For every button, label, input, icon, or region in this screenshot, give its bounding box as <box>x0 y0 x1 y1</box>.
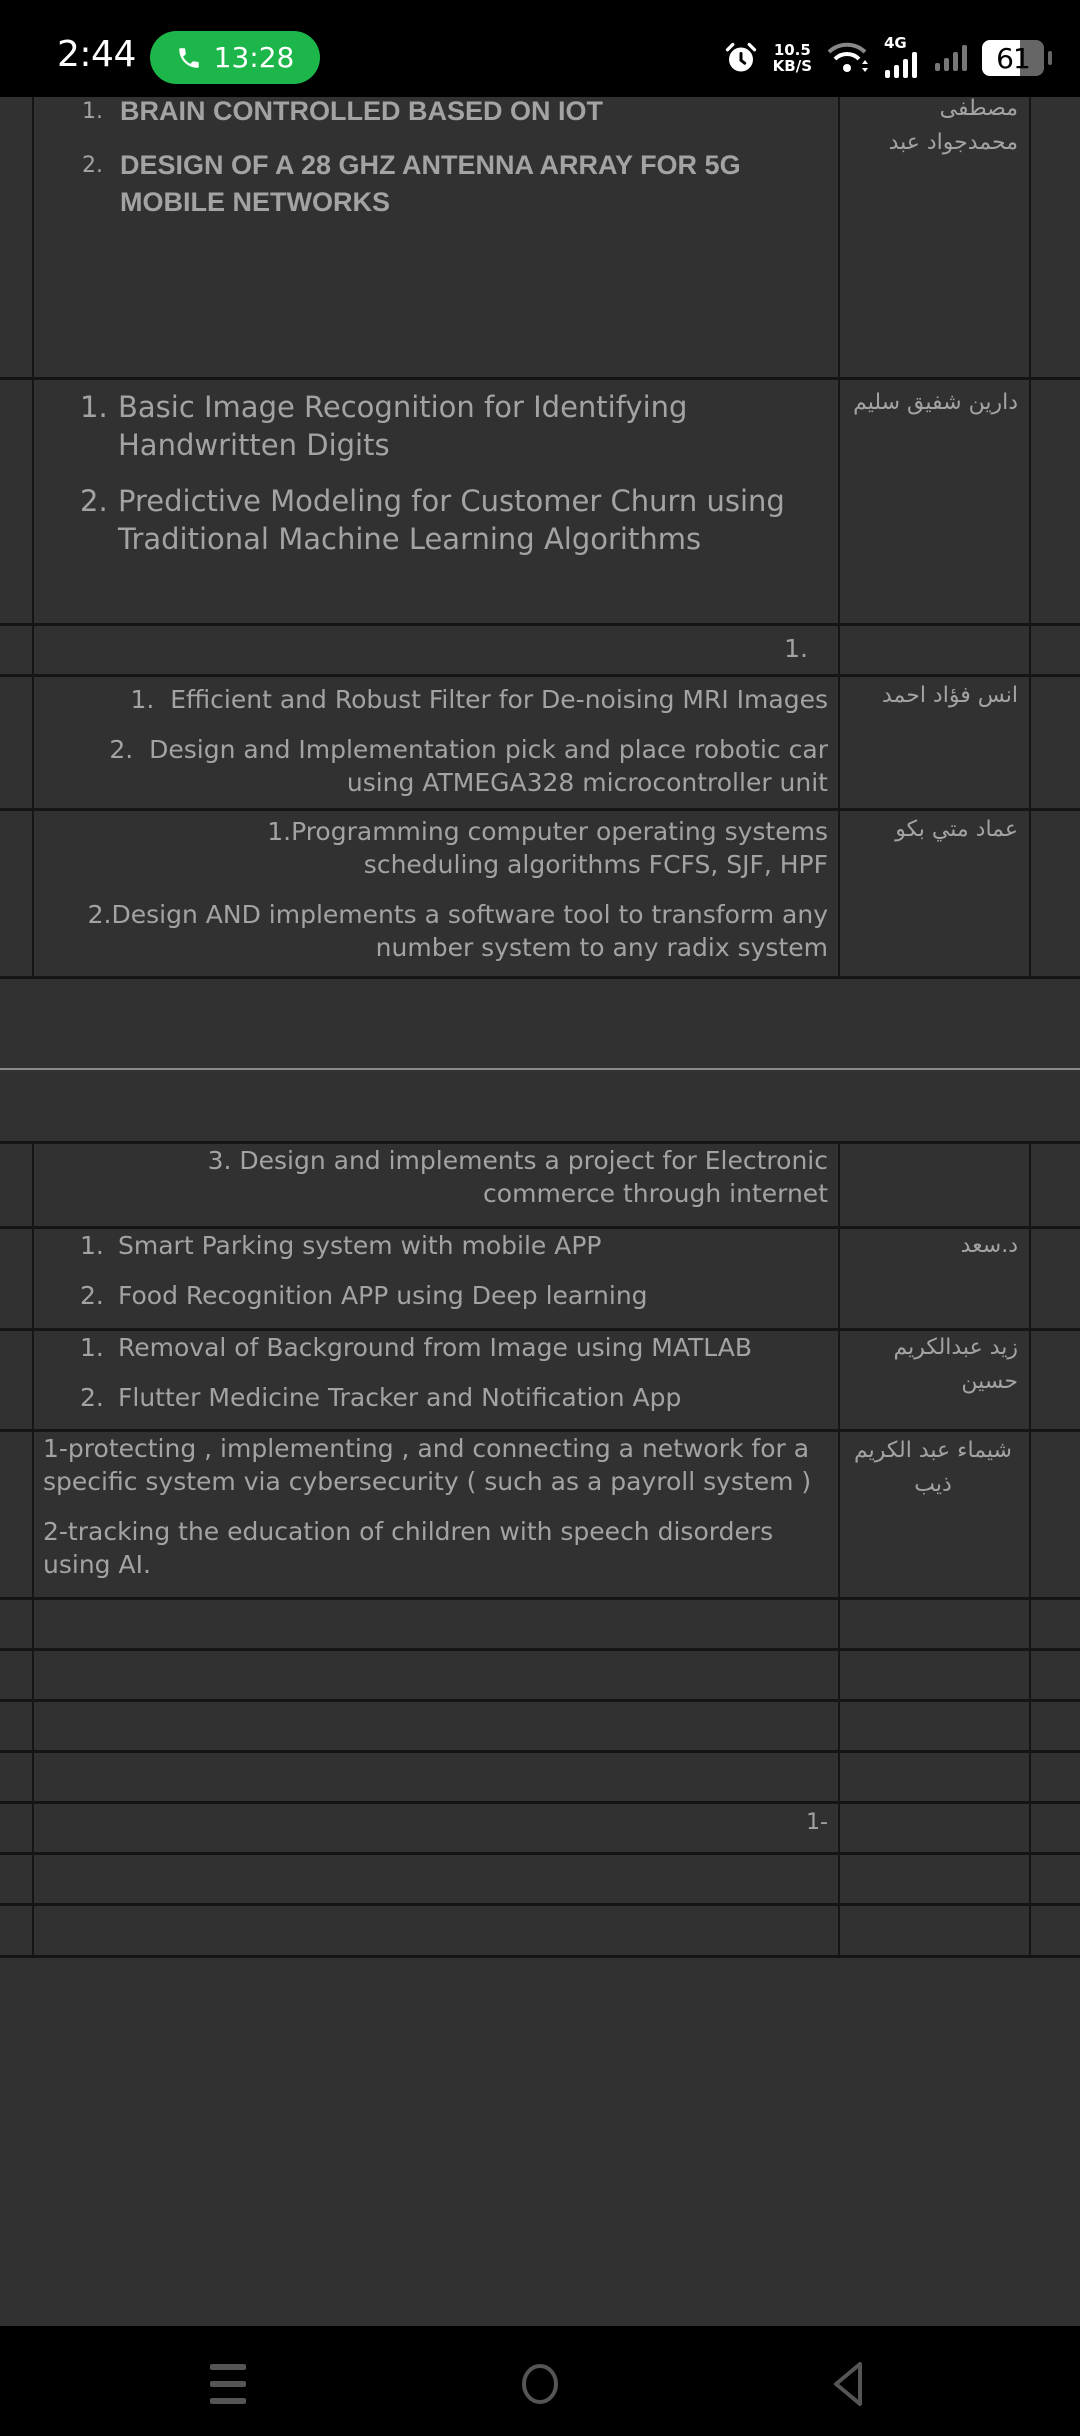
table-row <box>0 380 1080 626</box>
item-text: DESIGN OF A 28 GHZ ANTENNA ARRAY FOR 5G MOBILE NETWORKS <box>120 150 741 217</box>
list-item: 1.Programming computer operating systems scheduling algorithms FCFS, SJF, HPF <box>267 817 828 879</box>
item-number: 2. <box>82 153 103 178</box>
item-number: 1. <box>80 1333 104 1362</box>
projects-cell <box>35 1432 838 1597</box>
list-item <box>80 1381 752 1414</box>
home-button[interactable] <box>510 2356 570 2412</box>
table-row <box>0 1331 1080 1432</box>
item-number: 2. <box>109 735 134 764</box>
item-text: Design and Implementation pick and place robotic car using ATMEGA328 microcontroller unit <box>149 735 828 797</box>
table-row <box>0 677 1080 811</box>
column-divider <box>1029 97 1031 979</box>
projects-cell <box>35 1229 838 1328</box>
navigation-bar <box>0 2326 1080 2436</box>
signal-icon-4g <box>884 34 920 78</box>
projects-cell <box>35 626 838 674</box>
item-text: Food Recognition APP using Deep learning <box>118 1281 648 1310</box>
network-type: 4G <box>884 34 907 52</box>
projects-cell <box>35 380 838 623</box>
item-number: 1. <box>80 1231 104 1260</box>
projects-cell <box>35 1331 838 1429</box>
home-icon <box>518 2362 562 2406</box>
status-icons <box>723 36 1052 80</box>
table-row <box>0 1804 1080 1855</box>
column-divider <box>32 1144 34 1958</box>
project-list <box>68 683 828 799</box>
table-row <box>0 811 1080 979</box>
student-name-cell <box>840 97 1030 377</box>
recents-button[interactable] <box>198 2356 258 2412</box>
table-row <box>0 1702 1080 1753</box>
student-name-cell <box>840 626 1030 674</box>
item-text: BRAIN CONTROLLED BASED ON IOT <box>120 97 603 126</box>
projects-cell <box>35 97 838 377</box>
student-name-cell <box>840 811 1030 976</box>
list-item <box>80 482 820 558</box>
list-item <box>80 1331 752 1364</box>
table-row <box>0 97 1080 380</box>
status-bar <box>0 0 1080 97</box>
table-row <box>0 1855 1080 1906</box>
table-row <box>0 1651 1080 1702</box>
student-name-cell <box>840 1229 1030 1328</box>
document-view[interactable] <box>0 97 1080 2326</box>
project-list <box>82 97 802 221</box>
list-item <box>80 1229 648 1262</box>
table-row <box>0 1600 1080 1651</box>
student-name-cell <box>840 380 1030 623</box>
student-name: مصطفى محمدجواد عبد <box>888 97 1018 155</box>
list-item <box>80 1279 648 1312</box>
item-number: 1. <box>82 99 103 124</box>
student-name: انس فؤاد احمد <box>881 683 1018 708</box>
project-list <box>80 1229 648 1312</box>
table-row <box>0 1229 1080 1331</box>
net-speed-unit: KB/S <box>772 57 812 75</box>
project-list <box>68 815 828 964</box>
net-speed-value: 10.5 <box>773 41 811 59</box>
list-item <box>80 388 820 464</box>
back-button[interactable] <box>818 2356 878 2412</box>
wifi-icon <box>826 40 870 76</box>
list-item: 1- <box>806 1810 828 1835</box>
list-item <box>68 683 828 716</box>
signal-bars-icon <box>884 52 920 78</box>
list-item: 2-tracking the education of children with speech disorders using AI. <box>43 1517 774 1579</box>
projects-cell <box>35 677 838 808</box>
projects-cell <box>35 1804 838 1852</box>
column-divider <box>838 1144 840 1958</box>
projects-cell <box>35 811 838 976</box>
item-text: Predictive Modeling for Customer Churn using Traditional Machine Learning Algorithms <box>118 484 785 556</box>
project-list <box>80 388 820 558</box>
battery-level: 61 <box>996 42 1030 75</box>
battery-tip <box>1048 51 1052 65</box>
student-name-cell <box>840 1432 1030 1597</box>
item-text: Smart Parking system with mobile APP <box>118 1231 602 1260</box>
column-divider <box>32 97 34 979</box>
net-speed <box>773 42 812 74</box>
project-list <box>80 1331 752 1414</box>
item-number: 1. <box>80 390 108 424</box>
student-name-cell <box>840 677 1030 808</box>
item-number: 2. <box>80 1383 104 1412</box>
table-row <box>0 1753 1080 1804</box>
list-item: 3. Design and implements a project for Electronic commerce through internet <box>207 1146 828 1208</box>
student-name: د.سعد <box>960 1233 1018 1258</box>
call-duration: 13:28 <box>213 41 295 74</box>
table-row <box>0 1432 1080 1600</box>
student-name: عماد متي بكو <box>895 817 1018 842</box>
projects-cell <box>35 1144 838 1226</box>
item-text: Removal of Background from Image using MATLAB <box>118 1333 753 1362</box>
table-row <box>0 1906 1080 1958</box>
clock: 2:44 <box>57 34 136 75</box>
column-divider <box>838 97 840 979</box>
list-item: 1-protecting , implementing , and connecting a network for a specific system via cybersecurity ( such as a payroll system ) <box>43 1434 812 1496</box>
signal-icon-sim2 <box>934 45 968 71</box>
table-row <box>0 626 1080 677</box>
item-text: Flutter Medicine Tracker and Notification App <box>118 1383 682 1412</box>
student-name: زيد عبدالكريم حسين <box>893 1335 1018 1394</box>
phone-icon <box>176 45 202 71</box>
ongoing-call-pill[interactable] <box>150 31 320 84</box>
column-divider <box>1029 1144 1031 1958</box>
student-name: دارين شفيق سليم <box>853 390 1018 415</box>
alarm-icon <box>723 40 759 76</box>
item-number: 1. <box>130 685 155 714</box>
item-number: 2. <box>80 1281 104 1310</box>
student-name: شيماء عبد الكريم ذيب <box>853 1438 1012 1497</box>
student-name-cell <box>840 1144 1030 1226</box>
page-break-divider <box>0 1068 1080 1070</box>
table-row <box>0 1144 1080 1229</box>
list-item <box>82 147 802 221</box>
item-text: Efficient and Robust Filter for De-noising MRI Images <box>170 685 828 714</box>
project-list <box>43 1432 833 1581</box>
student-name-cell <box>840 1331 1030 1429</box>
item-text: Basic Image Recognition for Identifying Handwritten Digits <box>118 390 688 462</box>
item-number: 2. <box>80 484 108 518</box>
list-item <box>82 97 802 130</box>
recents-icon <box>208 2362 248 2406</box>
battery-icon <box>982 40 1044 76</box>
list-item: 2.Design AND implements a software tool to transform any number system to any radix system <box>87 900 828 962</box>
back-icon <box>826 2360 870 2408</box>
list-item <box>68 733 828 799</box>
item-number: 1. <box>784 634 808 663</box>
